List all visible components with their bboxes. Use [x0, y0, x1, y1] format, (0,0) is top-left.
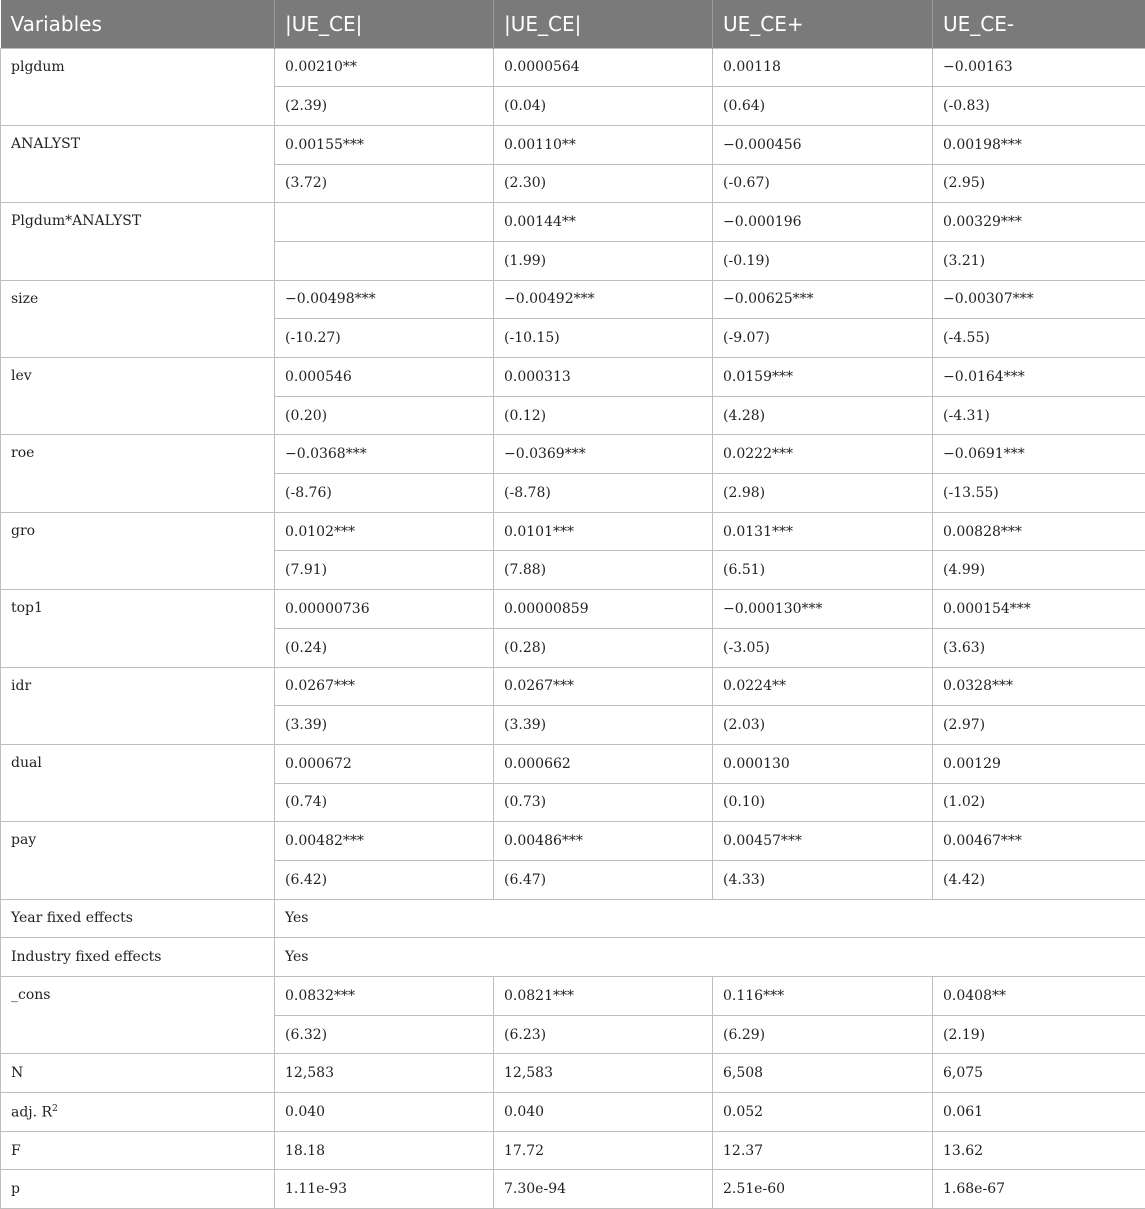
variable-name: _cons	[1, 977, 275, 1054]
stat-value: 12.37	[713, 1131, 933, 1170]
t-stat-cell: (6.47)	[494, 860, 713, 899]
variable-name: size	[1, 280, 275, 357]
stat-value: 0.061	[933, 1093, 1145, 1132]
coefficient-cell: 0.00210**	[275, 48, 494, 87]
t-stat-cell: (-0.19)	[713, 241, 933, 280]
t-stat-cell: (4.28)	[713, 396, 933, 435]
t-stat-cell: (0.10)	[713, 783, 933, 822]
header-col-3: UE_CE+	[713, 0, 933, 48]
coefficient-cell: 0.00198***	[933, 125, 1145, 164]
coefficient-cell: 0.00000859	[494, 590, 713, 629]
table-row	[1, 822, 1145, 861]
t-stat-cell: (0.20)	[275, 396, 494, 435]
t-stat-cell: (4.99)	[933, 551, 1145, 590]
variable-name	[1, 1093, 275, 1132]
t-stat-cell: (0.12)	[494, 396, 713, 435]
variable-name: Year fixed effects	[1, 899, 275, 938]
coefficient-cell: 0.0408**	[933, 977, 1145, 1016]
t-stat-cell: (3.21)	[933, 241, 1145, 280]
coefficient-cell: 0.0328***	[933, 667, 1145, 706]
coefficient-cell: 0.00110**	[494, 125, 713, 164]
variable-name: top1	[1, 590, 275, 667]
coefficient-cell: 0.0131***	[713, 512, 933, 551]
t-stat-cell: (-0.67)	[713, 164, 933, 203]
t-stat-cell: (0.24)	[275, 628, 494, 667]
table-row	[1, 48, 1145, 87]
header-col-4: UE_CE-	[933, 0, 1145, 48]
variable-name: lev	[1, 358, 275, 435]
t-stat-cell: (0.28)	[494, 628, 713, 667]
superscript: 2	[52, 1104, 58, 1114]
stat-value: 7.30e-94	[494, 1170, 713, 1209]
stat-value: 6,075	[933, 1054, 1145, 1093]
t-stat-cell: (-10.15)	[494, 319, 713, 358]
coefficient-cell: 0.0821***	[494, 977, 713, 1016]
coefficient-cell: 0.00144**	[494, 203, 713, 242]
t-stat-cell: (6.29)	[713, 1015, 933, 1054]
t-stat-cell: (-0.83)	[933, 87, 1145, 126]
variable-name: Plgdum*ANALYST	[1, 203, 275, 280]
coefficient-cell: 0.0102***	[275, 512, 494, 551]
stat-label: p	[11, 1181, 20, 1197]
t-stat-cell: (0.73)	[494, 783, 713, 822]
t-stat-cell: (-9.07)	[713, 319, 933, 358]
coefficient-cell: 0.116***	[713, 977, 933, 1016]
t-stat-cell: (2.97)	[933, 706, 1145, 745]
stat-value: 12,583	[494, 1054, 713, 1093]
coefficient-cell: 0.00457***	[713, 822, 933, 861]
t-stat-cell: (-4.31)	[933, 396, 1145, 435]
t-stat-cell: (2.30)	[494, 164, 713, 203]
table-row	[1, 667, 1145, 706]
variable-name: ANALYST	[1, 125, 275, 202]
t-stat-cell	[275, 241, 494, 280]
t-stat-cell: (0.04)	[494, 87, 713, 126]
table-row	[1, 280, 1145, 319]
t-stat-cell: (0.74)	[275, 783, 494, 822]
t-stat-cell: (6.51)	[713, 551, 933, 590]
coefficient-cell: −0.00498***	[275, 280, 494, 319]
header-col-1: |UE_CE|	[275, 0, 494, 48]
variable-name: gro	[1, 512, 275, 589]
coefficient-cell	[275, 203, 494, 242]
coefficient-cell: −0.000196	[713, 203, 933, 242]
variable-name	[1, 1054, 275, 1093]
stat-value: 18.18	[275, 1131, 494, 1170]
header-col-2: |UE_CE|	[494, 0, 713, 48]
header-variables: Variables	[1, 0, 275, 48]
coefficient-cell: 0.0000564	[494, 48, 713, 87]
t-stat-cell: (-3.05)	[713, 628, 933, 667]
table-row	[1, 203, 1145, 242]
coefficient-cell: 0.000662	[494, 744, 713, 783]
t-stat-cell: (0.64)	[713, 87, 933, 126]
coefficient-cell: 0.00155***	[275, 125, 494, 164]
table-row	[1, 899, 1145, 938]
table-row	[1, 1054, 1145, 1093]
coefficient-cell: 0.000130	[713, 744, 933, 783]
coefficient-cell: 0.00118	[713, 48, 933, 87]
t-stat-cell: (6.32)	[275, 1015, 494, 1054]
stat-value: 2.51e-60	[713, 1170, 933, 1209]
stat-value: 1.11e-93	[275, 1170, 494, 1209]
t-stat-cell: (1.02)	[933, 783, 1145, 822]
t-stat-cell: (3.39)	[275, 706, 494, 745]
stat-value: 17.72	[494, 1131, 713, 1170]
table-row	[1, 744, 1145, 783]
table-row	[1, 590, 1145, 629]
stat-value: 12,583	[275, 1054, 494, 1093]
coefficient-cell: 0.00467***	[933, 822, 1145, 861]
t-stat-cell: (3.72)	[275, 164, 494, 203]
table-row	[1, 435, 1145, 474]
stat-value: 6,508	[713, 1054, 933, 1093]
stat-label: F	[11, 1143, 21, 1159]
coefficient-cell: 0.000546	[275, 358, 494, 397]
variable-name: plgdum	[1, 48, 275, 125]
coefficient-cell: −0.00492***	[494, 280, 713, 319]
coefficient-cell: 0.000313	[494, 358, 713, 397]
coefficient-cell: −0.0164***	[933, 358, 1145, 397]
t-stat-cell: (-4.55)	[933, 319, 1145, 358]
stat-value: 1.68e-67	[933, 1170, 1145, 1209]
coefficient-cell: 0.000672	[275, 744, 494, 783]
coefficient-cell: 0.0101***	[494, 512, 713, 551]
stat-value: 13.62	[933, 1131, 1145, 1170]
coefficient-cell: −0.00307***	[933, 280, 1145, 319]
t-stat-cell: (7.91)	[275, 551, 494, 590]
coefficient-cell: 0.00482***	[275, 822, 494, 861]
t-stat-cell: (7.88)	[494, 551, 713, 590]
stat-value: 0.052	[713, 1093, 933, 1132]
table-row	[1, 1131, 1145, 1170]
table-row	[1, 358, 1145, 397]
coefficient-cell: 0.000154***	[933, 590, 1145, 629]
t-stat-cell: (2.98)	[713, 474, 933, 513]
t-stat-cell: (2.03)	[713, 706, 933, 745]
t-stat-cell: (6.23)	[494, 1015, 713, 1054]
table-row	[1, 125, 1145, 164]
t-stat-cell: (1.99)	[494, 241, 713, 280]
variable-name: Industry fixed effects	[1, 938, 275, 977]
t-stat-cell: (-13.55)	[933, 474, 1145, 513]
t-stat-cell: (4.33)	[713, 860, 933, 899]
t-stat-cell: (2.95)	[933, 164, 1145, 203]
fixed-effect-value: Yes	[275, 899, 1145, 938]
stat-label: adj. R	[11, 1104, 52, 1120]
t-stat-cell: (2.39)	[275, 87, 494, 126]
coefficient-cell: 0.0222***	[713, 435, 933, 474]
coefficient-cell: 0.00486***	[494, 822, 713, 861]
coefficient-cell: −0.0691***	[933, 435, 1145, 474]
coefficient-cell: 0.0159***	[713, 358, 933, 397]
fixed-effect-value: Yes	[275, 938, 1145, 977]
variable-name: dual	[1, 744, 275, 821]
t-stat-cell: (3.63)	[933, 628, 1145, 667]
coefficient-cell: 0.0267***	[494, 667, 713, 706]
table-row	[1, 1093, 1145, 1132]
coefficient-cell: −0.00625***	[713, 280, 933, 319]
variable-name: roe	[1, 435, 275, 512]
variable-name: idr	[1, 667, 275, 744]
table-row	[1, 512, 1145, 551]
coefficient-cell: −0.0368***	[275, 435, 494, 474]
coefficient-cell: 0.00828***	[933, 512, 1145, 551]
t-stat-cell: (3.39)	[494, 706, 713, 745]
stat-value: 0.040	[494, 1093, 713, 1132]
coefficient-cell: −0.000456	[713, 125, 933, 164]
t-stat-cell: (-10.27)	[275, 319, 494, 358]
t-stat-cell: (4.42)	[933, 860, 1145, 899]
coefficient-cell: 0.00129	[933, 744, 1145, 783]
header-row	[1, 0, 1145, 48]
t-stat-cell: (-8.76)	[275, 474, 494, 513]
coefficient-cell: 0.0267***	[275, 667, 494, 706]
variable-name: pay	[1, 822, 275, 899]
coefficient-cell: 0.00329***	[933, 203, 1145, 242]
t-stat-cell: (-8.78)	[494, 474, 713, 513]
coefficient-cell: 0.0224**	[713, 667, 933, 706]
t-stat-cell: (6.42)	[275, 860, 494, 899]
stat-value: 0.040	[275, 1093, 494, 1132]
coefficient-cell: 0.00000736	[275, 590, 494, 629]
coefficient-cell: −0.0369***	[494, 435, 713, 474]
t-stat-cell: (2.19)	[933, 1015, 1145, 1054]
table-row	[1, 938, 1145, 977]
variable-name	[1, 1131, 275, 1170]
coefficient-cell: −0.000130***	[713, 590, 933, 629]
coefficient-cell: 0.0832***	[275, 977, 494, 1016]
stat-label: N	[11, 1065, 23, 1081]
table-row	[1, 977, 1145, 1016]
coefficient-cell: −0.00163	[933, 48, 1145, 87]
